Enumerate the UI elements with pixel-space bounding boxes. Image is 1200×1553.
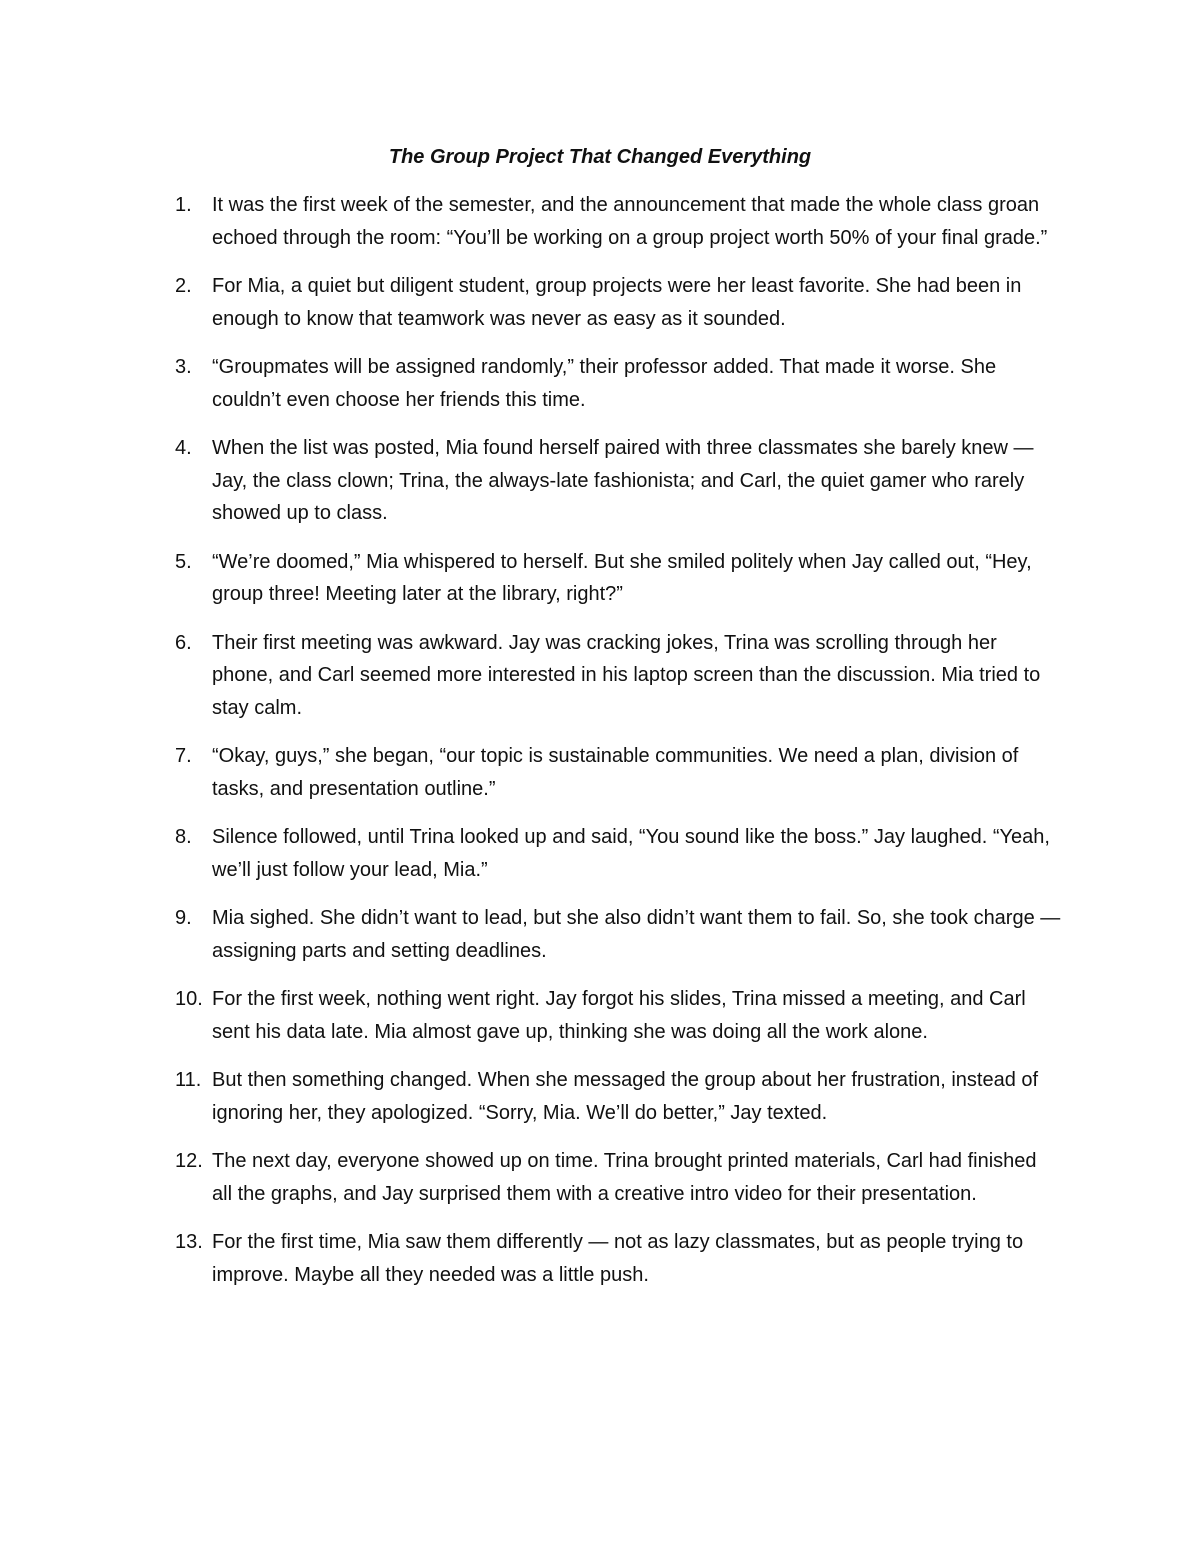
document-title: The Group Project That Changed Everything [388, 146, 812, 168]
item-number: 11. [175, 1069, 202, 1091]
item-text: The next day, everyone showed up on time. Trina brought printed materials, Carl had finished all the graphs, and Jay surprised them with a creative intro video for their presentation. [212, 1150, 1037, 1205]
list-item [0, 1226, 1062, 1291]
item-text: When the list was posted, Mia found herself paired with three classmates she barely knew — Jay, the class clown; Trina, the always-late fashionista; and Carl, the quiet gamer who rarely showed up to class. [212, 437, 1034, 524]
item-number: 4. [175, 437, 192, 459]
item-number: 10. [175, 988, 203, 1010]
list-item [0, 627, 1062, 725]
item-number: 13. [175, 1231, 203, 1253]
item-text: Silence followed, until Trina looked up and said, “You sound like the boss.” Jay laughed. “Yeah, we’ll just follow your lead, Mia.” [212, 826, 1050, 881]
list-item [0, 902, 1062, 967]
paragraph-list [0, 189, 1200, 1307]
list-item [0, 270, 1062, 335]
item-text: For the first time, Mia saw them differently — not as lazy classmates, but as people trying to improve. Maybe all they needed was a little push. [212, 1231, 1024, 1286]
item-number: 7. [175, 745, 192, 767]
list-item [0, 983, 1062, 1048]
list-item [0, 740, 1062, 805]
item-number: 5. [175, 550, 192, 573]
list-item [0, 1064, 1062, 1129]
item-text: It was the first week of the semester, and the announcement that made the whole class groan echoed through the room: “You’ll be working on a group project worth 50% of your final grade.” [212, 194, 1048, 249]
list-item [0, 189, 1062, 254]
item-text: “We’re doomed,” Mia whispered to herself. But she smiled politely when Jay called out, “Hey, group three! Meeting later at the library, right?” [212, 550, 1032, 605]
list-item [0, 1145, 1062, 1210]
list-item [0, 546, 1062, 611]
item-number: 1. [175, 194, 192, 216]
item-number: 3. [175, 356, 192, 378]
list-item [0, 351, 1062, 416]
item-number: 9. [175, 907, 192, 929]
item-text: For the first week, nothing went right. Jay forgot his slides, Trina missed a meeting, and Carl sent his data late. Mia almost gave up, thinking she was doing all the work alone. [212, 988, 1026, 1043]
item-text: For Mia, a quiet but diligent student, group projects were her least favorite. She had been in enough to know that teamwork was never as easy as it sounded. [212, 275, 1022, 330]
item-number: 12. [175, 1150, 203, 1172]
list-item [0, 432, 1062, 530]
item-text: “Okay, guys,” she began, “our topic is sustainable communities. We need a plan, division of tasks, and presentation outline.” [212, 745, 1019, 800]
item-text: But then something changed. When she messaged the group about her frustration, instead of ignoring her, they apologized. “Sorry, Mia. We’ll do better,” Jay texted. [212, 1069, 1039, 1124]
item-text: Their first meeting was awkward. Jay was cracking jokes, Trina was scrolling through her phone, and Carl seemed more interested in his laptop screen than the discussion. Mia tried to stay calm. [212, 631, 1041, 719]
item-number: 8. [175, 826, 192, 848]
item-text: “Groupmates will be assigned randomly,” their professor added. That made it worse. She couldn’t even choose her friends this time. [212, 356, 997, 411]
item-text: Mia sighed. She didn’t want to lead, but she also didn’t want them to fail. So, she took charge — assigning parts and setting deadlines. [212, 907, 1061, 962]
item-number: 6. [175, 631, 192, 654]
list-item [0, 821, 1062, 886]
item-number: 2. [175, 275, 192, 297]
